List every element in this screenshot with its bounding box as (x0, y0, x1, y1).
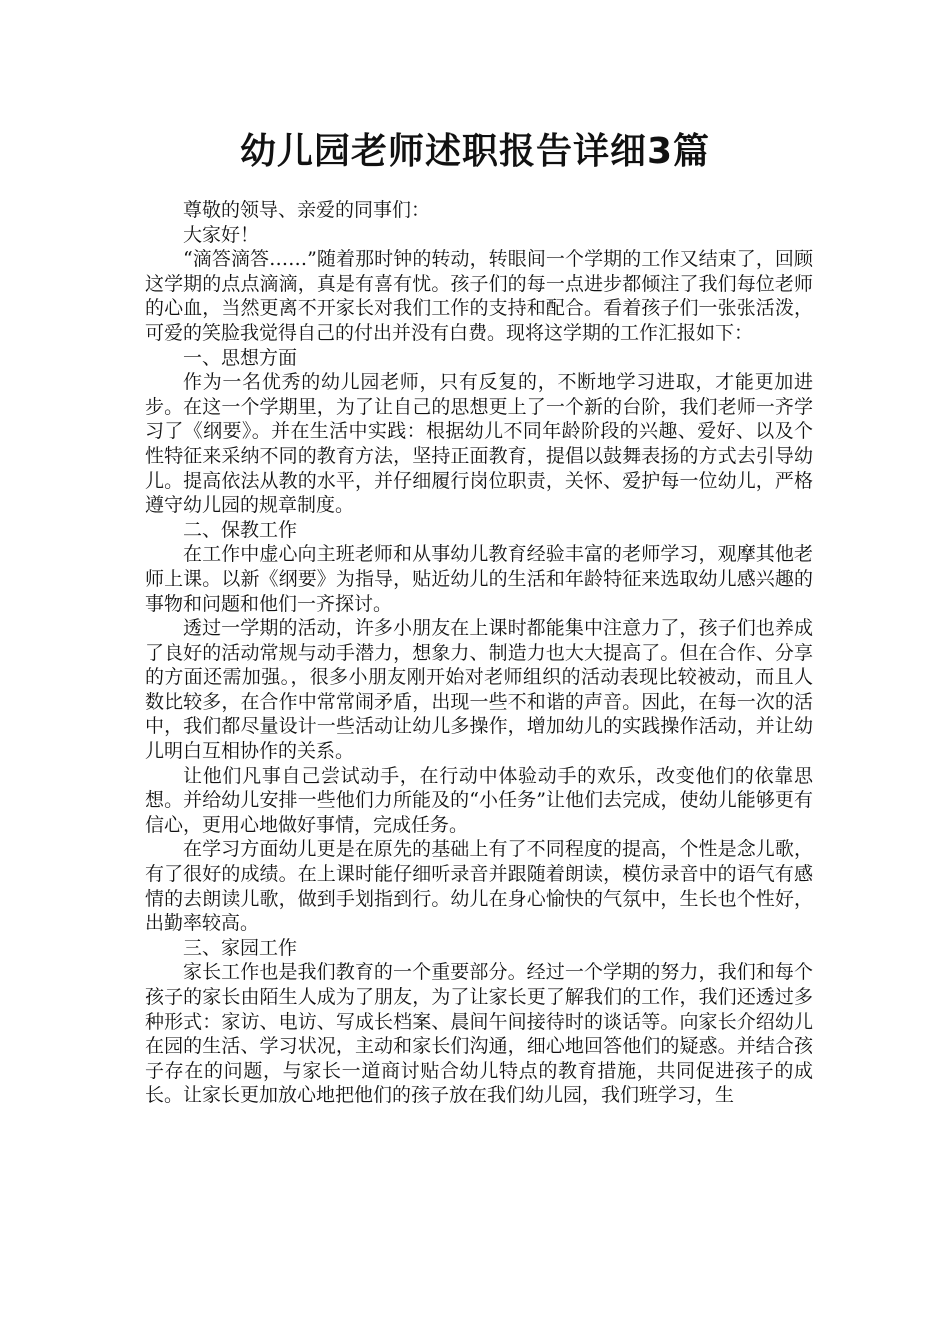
document-body (145, 198, 813, 1108)
care-education-paragraph-3: 让他们凡事自己尝试动手，在行动中体验动手的欢乐，改变他们的依靠思想。并给幼儿安排一些他们力所能及的“小任务”让他们去完成，使幼儿能够更有信心，更用心地做好事情，完成任务。 (145, 764, 813, 836)
document-title: 幼儿园老师述职报告详细3篇 (239, 131, 711, 172)
section-heading-care-education: 二、保教工作 (183, 518, 298, 541)
thought-paragraph: 作为一名优秀的幼儿园老师，只有反复的，不断地学习进取，才能更加进步。在这一个学期里，为了让自己的思想更上了一个新的台阶，我们老师一齐学习了《纲要》。并在生活中实践：根据幼儿不同年龄阶段的兴趣、爱好、以及个性特征来采纳不同的教育方法，坚持正面教育，提倡以鼓舞表扬的方式去引导幼儿。提高依法从教的水平，并仔细履行岗位职责，关怀、爱护每一位幼儿，严格遵守幼儿园的规章制度。 (145, 371, 813, 517)
salutation-paragraph: 大家好！ (183, 223, 260, 246)
greeting-paragraph: 尊敬的领导、亲爱的同事们： (183, 199, 431, 221)
section-heading-home-school: 三、家园工作 (183, 936, 298, 959)
intro-paragraph: “滴答滴答……”随着那时钟的转动，转眼间一个学期的工作又结束了，回顾这学期的点点滴滴，真是有喜有忧。孩子们的每一点进步都倾注了我们每位老师的心血，当然更离不开家长对我们工作的支持和配合。看着孩子们一张张活泼，可爱的笑脸我觉得自己的付出并没有白费。现将这学期的工作汇报如下： (145, 248, 813, 344)
section-heading-thought: 一、思想方面 (183, 346, 298, 369)
home-school-paragraph: 家长工作也是我们教育的一个重要部分。经过一个学期的努力，我们和每个孩子的家长由陌生人成为了朋友，为了让家长更了解我们的工作，我们还透过多种形式：家访、电访、写成长档案、晨间午间接待时的谈话等。向家长介绍幼儿在园的生活、学习状况，主动和家长们沟通，细心地回答他们的疑惑。并结合孩子存在的问题，与家长一道商讨贴合幼儿特点的教育措施，共同促进孩子的成长。让家长更加放心地把他们的孩子放在我们幼儿园，我们班学习，生 (145, 961, 813, 1107)
care-education-paragraph-2: 透过一学期的活动，许多小朋友在上课时都能集中注意力了，孩子们也养成了良好的活动常规与动手潜力，想象力、制造力也大大提高了。但在合作、分享的方面还需加强。，很多小朋友刚开始对老师组织的活动表现比较被动，而且人数比较多，在合作中常常闹矛盾，出现一些不和谐的声音。因此，在每一次的活中，我们都尽量设计一些活动让幼儿多操作，增加幼儿的实践操作活动，并让幼儿明白互相协作的关系。 (145, 617, 813, 763)
care-education-paragraph-4: 在学习方面幼儿更是在原先的基础上有了不同程度的提高，个性是念儿歌，有了很好的成绩。在上课时能仔细听录音并跟随着朗读，模仿录音中的语气有感情的去朗读儿歌，做到手划指到行。幼儿在身心愉快的气氛中，生长也个性好，出勤率较高。 (145, 838, 813, 935)
care-education-paragraph-1: 在工作中虚心向主班老师和从事幼儿教育经验丰富的老师学习，观摩其他老师上课。以新《纲要》为指导，贴近幼儿的生活和年龄特征来选取幼儿感兴趣的事物和问题和他们一齐探讨。 (145, 543, 813, 615)
